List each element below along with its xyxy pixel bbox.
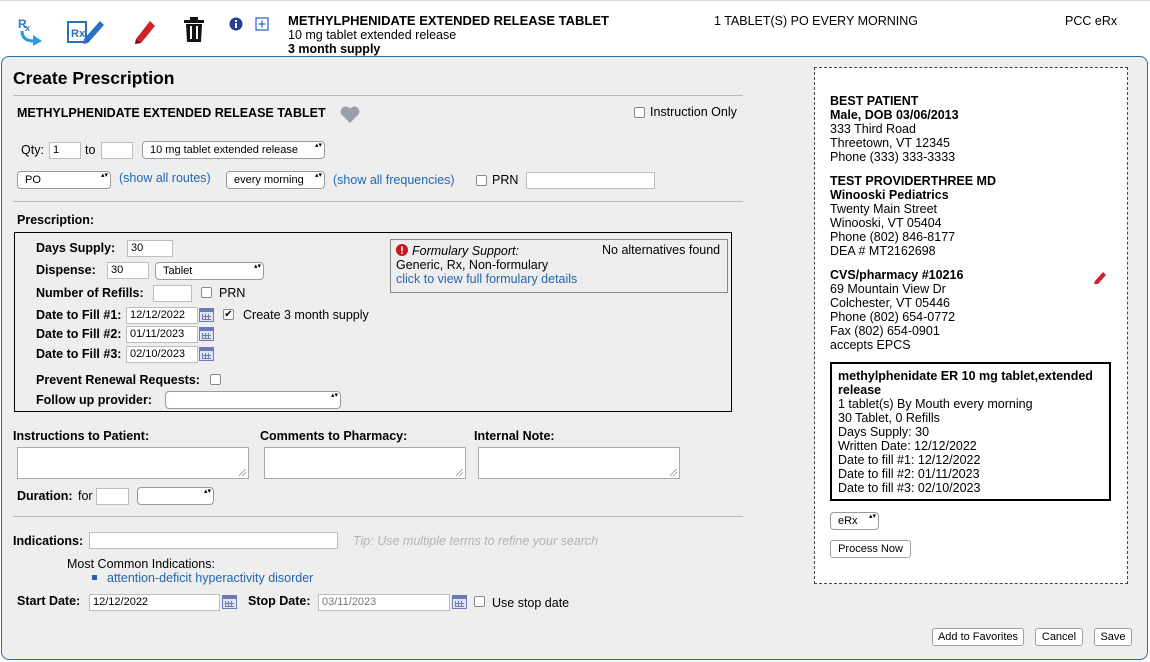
- prevent-renewal-checkbox[interactable]: [210, 374, 221, 385]
- divider: [13, 516, 743, 517]
- start-date-label: Start Date:: [17, 594, 81, 608]
- pencil-icon[interactable]: [132, 17, 158, 45]
- formulary-details-link[interactable]: click to view full formulary details: [396, 272, 578, 286]
- pharmacy-epcs: accepts EPCS: [830, 338, 911, 352]
- refills-label: Number of Refills:: [36, 286, 144, 300]
- stop-date-input[interactable]: 03/11/2023: [318, 594, 450, 611]
- fill1-calendar-icon[interactable]: [199, 308, 214, 322]
- edit-rx-icon[interactable]: [66, 15, 106, 45]
- provider-address1: Twenty Main Street: [830, 202, 937, 216]
- duration-for-label: for: [78, 489, 93, 503]
- list-bullet: [92, 575, 97, 580]
- rx-sig: 1 tablet(s) By Mouth every morning: [838, 397, 1033, 411]
- follow-up-provider-select[interactable]: [165, 391, 341, 409]
- patient-address2: Threetown, VT 12345: [830, 136, 950, 150]
- provider-dea: DEA # MT2162698: [830, 244, 936, 258]
- instructions-label: Instructions to Patient:: [13, 429, 150, 443]
- duration-input[interactable]: [96, 488, 129, 505]
- patient-info: Male, DOB 03/06/2013: [830, 108, 959, 122]
- pharmacy-phone: Phone (802) 654-0772: [830, 310, 956, 324]
- prescription-toolbar: [0, 0, 1150, 56]
- add-to-favorites-button[interactable]: Add to Favorites: [932, 628, 1024, 646]
- comments-textarea[interactable]: [264, 447, 466, 479]
- use-stop-date-label: Use stop date: [492, 596, 570, 610]
- dispense-label: Dispense:: [36, 263, 96, 277]
- instructions-textarea[interactable]: [17, 447, 249, 479]
- drug-name-heading: METHYLPHENIDATE EXTENDED RELEASE TABLET: [17, 106, 326, 120]
- toolbar-drug-desc: 10 mg tablet extended release: [288, 28, 457, 42]
- instruction-only-checkbox[interactable]: [634, 107, 645, 118]
- comments-label: Comments to Pharmacy:: [260, 429, 408, 443]
- divider: [13, 95, 743, 96]
- svg-text:Rx: Rx: [71, 28, 86, 40]
- toolbar-sig: 1 TABLET(S) PO EVERY MORNING: [714, 14, 918, 28]
- refills-input[interactable]: [153, 285, 192, 302]
- refills-prn-checkbox[interactable]: [201, 287, 212, 298]
- process-now-button[interactable]: Process Now: [830, 540, 911, 558]
- fill2-calendar-icon[interactable]: [199, 327, 214, 341]
- save-button[interactable]: Save: [1094, 628, 1132, 646]
- fill1-date-input[interactable]: 12/12/2022: [126, 307, 198, 324]
- internal-note-textarea[interactable]: [478, 447, 680, 479]
- prn-label: PRN: [492, 173, 519, 187]
- rx-written-date: Written Date: 12/12/2022: [838, 439, 977, 453]
- refills-prn-label: PRN: [219, 286, 246, 300]
- internal-note-label: Internal Note:: [474, 429, 555, 443]
- patient-name: BEST PATIENT: [830, 94, 919, 108]
- toolbar-supply: 3 month supply: [288, 42, 381, 56]
- show-all-frequencies-link[interactable]: (show all frequencies): [333, 173, 455, 187]
- rx-fill3: Date to fill #3: 02/10/2023: [838, 481, 981, 495]
- prescription-label: Prescription:: [17, 213, 95, 227]
- dispense-input[interactable]: 30: [107, 262, 149, 279]
- stop-date-label: Stop Date:: [248, 594, 311, 608]
- info-icon[interactable]: [229, 17, 243, 31]
- instruction-only-label: Instruction Only: [650, 105, 737, 119]
- send-rx-icon[interactable]: [16, 15, 46, 47]
- qty-input[interactable]: 1: [49, 142, 81, 159]
- rx-days-supply: Days Supply: 30: [838, 425, 930, 439]
- follow-up-label: Follow up provider:: [36, 393, 152, 407]
- page-title: Create Prescription: [13, 68, 175, 88]
- show-all-routes-link[interactable]: (show all routes): [119, 171, 211, 185]
- patient-phone: Phone (333) 333-3333: [830, 150, 956, 164]
- fill2-label: Date to Fill #2:: [36, 327, 122, 341]
- indications-tip: Tip: Use multiple terms to refine your search: [353, 534, 599, 548]
- days-supply-label: Days Supply:: [36, 241, 116, 255]
- duration-unit-select[interactable]: [137, 487, 214, 505]
- patient-address1: 333 Third Road: [830, 122, 916, 136]
- provider-phone: Phone (802) 846-8177: [830, 230, 956, 244]
- provider-practice: Winooski Pediatrics: [830, 188, 949, 202]
- rx-title: methylphenidate ER 10 mg tablet,extended release: [838, 369, 1093, 397]
- duration-label: Duration:: [17, 489, 73, 503]
- edit-pharmacy-pencil-icon[interactable]: [1093, 270, 1108, 285]
- create-3month-checkbox[interactable]: ✔: [224, 309, 233, 320]
- fill3-date-input[interactable]: 02/10/2023: [126, 346, 198, 363]
- toolbar-drug-name: METHYLPHENIDATE EXTENDED RELEASE TABLET: [288, 13, 609, 28]
- svg-text:R: R: [18, 17, 27, 31]
- dose-form-select[interactable]: 10 mg tablet extended release ▴▾: [142, 141, 325, 159]
- send-method-select[interactable]: eRx ▴▾: [830, 512, 879, 530]
- pharmacy-address1: 69 Mountain View Dr: [830, 282, 946, 296]
- formulary-status: No alternatives found: [602, 243, 721, 257]
- prn-reason-input[interactable]: [526, 172, 655, 189]
- qty-to-label: to: [85, 143, 96, 157]
- cancel-button[interactable]: Cancel: [1035, 628, 1083, 646]
- formulary-title: Formulary Support:: [412, 244, 519, 258]
- prevent-renewal-label: Prevent Renewal Requests:: [36, 373, 200, 387]
- use-stop-date-checkbox[interactable]: [474, 596, 485, 607]
- indication-link[interactable]: attention-deficit hyperactivity disorder: [107, 571, 314, 585]
- trash-icon[interactable]: [182, 15, 206, 43]
- toolbar-service: PCC eRx: [1065, 14, 1118, 28]
- alert-icon: [396, 244, 408, 256]
- favorite-heart-icon[interactable]: [339, 105, 361, 125]
- stop-date-calendar-icon[interactable]: [452, 595, 467, 609]
- common-indications-label: Most Common Indications:: [67, 557, 215, 571]
- start-date-input[interactable]: 12/12/2022: [89, 594, 220, 611]
- expand-icon[interactable]: [255, 17, 269, 31]
- indications-input[interactable]: [89, 532, 338, 549]
- provider-address2: Winooski, VT 05404: [830, 216, 942, 230]
- dispense-unit-select[interactable]: Tablet ▴▾: [155, 262, 264, 280]
- pharmacy-fax: Fax (802) 654-0901: [830, 324, 940, 338]
- divider: [13, 201, 743, 202]
- frequency-select[interactable]: every morning ▴▾: [226, 171, 325, 189]
- indications-label: Indications:: [13, 534, 84, 548]
- qty-label: Qty:: [21, 143, 44, 157]
- fill1-label: Date to Fill #1:: [36, 308, 122, 322]
- pharmacy-name: CVS/pharmacy #10216: [830, 268, 964, 282]
- pharmacy-address2: Colchester, VT 05446: [830, 296, 950, 310]
- formulary-detail: Generic, Rx, Non-formulary: [396, 258, 549, 272]
- route-select[interactable]: PO ▴▾: [17, 171, 111, 189]
- fill3-label: Date to Fill #3:: [36, 347, 122, 361]
- prn-checkbox[interactable]: [476, 175, 487, 186]
- fill3-calendar-icon[interactable]: [199, 347, 214, 361]
- provider-name: TEST PROVIDERTHREE MD: [830, 174, 996, 188]
- start-date-calendar-icon[interactable]: [222, 595, 237, 609]
- rx-fill2: Date to fill #2: 01/11/2023: [838, 467, 980, 481]
- days-supply-input[interactable]: 30: [127, 240, 173, 257]
- svg-text:x: x: [25, 23, 31, 33]
- rx-quantity: 30 Tablet, 0 Refills: [838, 411, 940, 425]
- fill2-date-input[interactable]: 01/11/2023: [126, 326, 198, 343]
- qty-to-input[interactable]: [101, 142, 133, 159]
- rx-fill1: Date to fill #1: 12/12/2022: [838, 453, 981, 467]
- create-3month-label: Create 3 month supply: [243, 308, 369, 322]
